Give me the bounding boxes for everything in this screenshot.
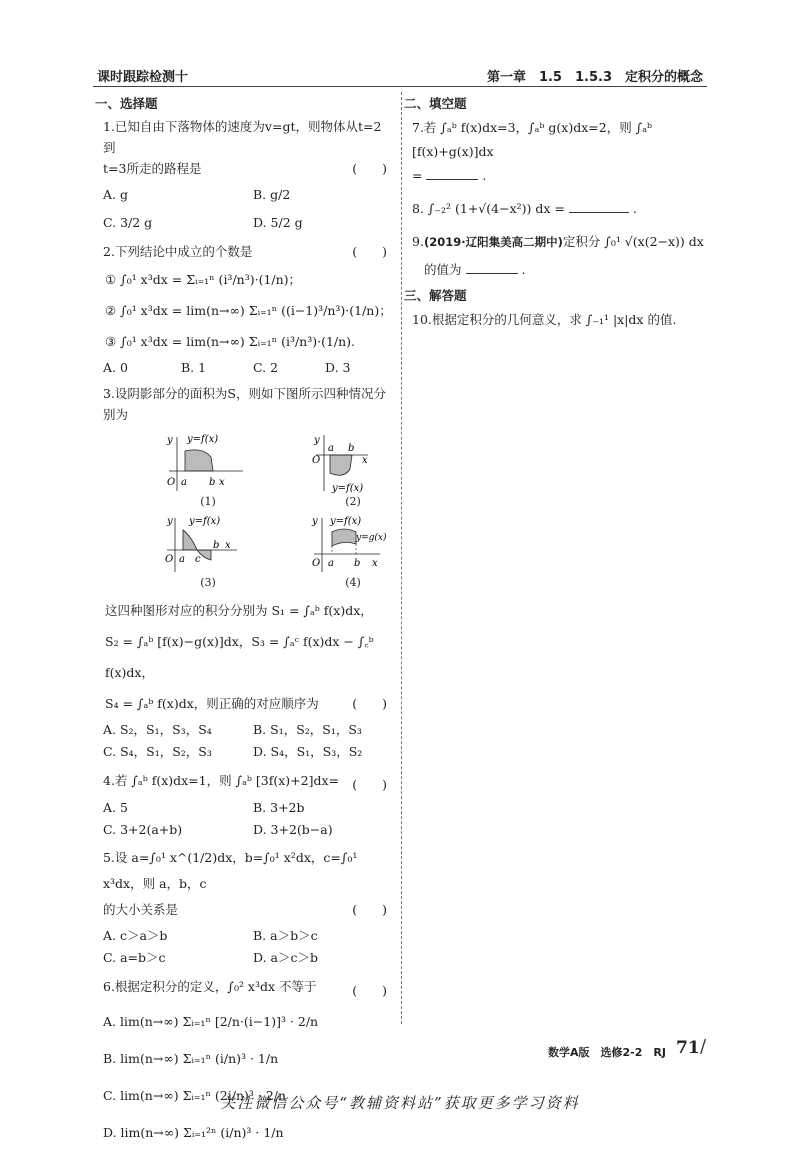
question-5-line1: 5.设 a=∫₀¹ x^(1/2)dx，b=∫₀¹ x²dx，c=∫₀¹ x³dx，则 a，b，c [103, 850, 358, 891]
option-a: A. lim(n→∞) Σᵢ₌₁ⁿ [2/n·(i−1)]³ · 2/n [103, 1014, 319, 1029]
option-c: C. S₄，S₁，S₂，S₃ [103, 744, 212, 759]
figure-caption: (4) [345, 576, 361, 589]
page-title: 课时跟踪检测十 [97, 70, 189, 85]
section-fill-title: 二、填空题 [404, 96, 467, 111]
question-3-text3: S₄ = ∫ₐᵇ f(x)dx，则正确的对应顺序为 [105, 696, 319, 711]
left-column [95, 94, 393, 1153]
option-d: D. a＞c＞b [253, 950, 318, 965]
option-d: D. 3 [325, 360, 351, 375]
question-3-text1: 这四种图形对应的积分分别为 S₁ = ∫ₐᵇ f(x)dx， [105, 603, 373, 618]
question-9-source: (2019·辽阳集美高二期中) [423, 235, 563, 249]
figure-caption: (3) [200, 576, 216, 589]
figure-1 [143, 433, 273, 508]
page-number: 71 [676, 1038, 700, 1058]
answer-blank[interactable] [569, 200, 629, 213]
c-label: c [195, 554, 201, 565]
question-3-options [103, 719, 393, 763]
answer-paren: ( ) [352, 983, 387, 998]
a-label: a [181, 477, 187, 488]
right-column [404, 94, 712, 332]
a-label: a [328, 443, 334, 454]
curve-g-label: y=g(x) [356, 533, 387, 543]
question-2 [103, 241, 393, 262]
figure-1-graph [163, 433, 253, 495]
figure-2 [293, 433, 413, 508]
figure-grid [143, 433, 393, 589]
origin-label: O [312, 455, 321, 466]
question-1-line2-row [103, 158, 393, 179]
option-a: A. 0 [103, 360, 128, 375]
question-5-line2: 的大小关系是 [103, 902, 179, 917]
option-b: B. 3+2b [253, 800, 305, 815]
option-b: B. S₁，S₂，S₁，S₃ [253, 722, 362, 737]
figure-caption: (2) [345, 495, 361, 508]
question-10: 10.根据定积分的几何意义，求 ∫₋₁¹ |x|dx 的值. [412, 312, 677, 327]
a-label: a [179, 554, 185, 565]
figure-2-graph [308, 433, 398, 495]
question-8 [412, 192, 712, 226]
statement-2: ② ∫₀¹ x³dx = lim(n→∞) Σᵢ₌₁ⁿ ((i−1)³/n³)·(1/n)； [105, 303, 392, 318]
origin-label: O [312, 558, 321, 569]
question-5-options [103, 925, 393, 969]
answer-blank[interactable] [426, 167, 478, 180]
question-6 [103, 973, 393, 1001]
option-a: A. 5 [103, 800, 128, 815]
question-3-text3-row [103, 688, 393, 719]
question-7-line2 [412, 164, 712, 188]
question-8-end: . [632, 201, 637, 216]
option-c: C. 3+2(a+b) [103, 822, 183, 837]
question-1 [103, 116, 393, 179]
answer-paren: ( ) [352, 244, 387, 259]
curve-label: y=f(x) [332, 483, 364, 494]
b-label: b [209, 477, 216, 488]
y-axis-label: y [314, 435, 320, 446]
option-b: B. 1 [181, 360, 207, 375]
answer-paren: ( ) [352, 902, 387, 917]
figure-3 [143, 514, 273, 589]
question-7 [412, 116, 712, 188]
x-axis-label: x [219, 477, 225, 488]
question-3-line2: 别为 [103, 407, 129, 422]
figure-4 [293, 514, 413, 589]
option-d: D. 3+2(b−a) [253, 822, 333, 837]
statement-3: ③ ∫₀¹ x³dx = lim(n→∞) Σᵢ₌₁ⁿ (i³/n³)·(1/n). [105, 334, 356, 349]
question-3 [103, 383, 393, 425]
option-b: B. lim(n→∞) Σᵢ₌₁ⁿ (i/n)³ · 1/n [103, 1051, 279, 1066]
option-d: D. S₄，S₁，S₃，S₂ [253, 744, 363, 759]
question-9-line1 [412, 228, 712, 256]
y-axis-label: y [167, 435, 173, 446]
chapter-heading: 第一章 1.5 1.5.3 定积分的概念 [486, 70, 703, 85]
question-1-line1: 1.已知自由下落物体的速度为v=gt，则物体从t=2到 [103, 119, 382, 155]
question-9-value-label: 的值为 [424, 262, 462, 277]
question-4 [103, 767, 393, 795]
figure-3-graph [163, 514, 253, 576]
option-c: C. a=b＞c [103, 950, 166, 965]
question-7-line1: 7.若 ∫ₐᵇ f(x)dx=3，∫ₐᵇ g(x)dx=2，则 ∫ₐᵇ [f(x)+g(x)]dx [412, 120, 653, 159]
question-1-line2: t=3所走的路程是 [103, 161, 202, 176]
option-a: A. S₂，S₁，S₃，S₄ [103, 722, 212, 737]
x-axis-label: x [225, 540, 231, 551]
y-axis-label: y [312, 516, 318, 527]
answer-paren: ( ) [352, 161, 387, 176]
answer-paren: ( ) [352, 777, 387, 792]
answer-paren: ( ) [352, 696, 387, 711]
x-axis-label: x [372, 558, 378, 569]
header-rule [93, 86, 707, 87]
question-5 [103, 845, 393, 923]
curve-label: y=f(x) [189, 516, 221, 527]
b-label: b [348, 443, 355, 454]
option-b: B. g/2 [253, 187, 291, 202]
question-4-stem: 4.若 ∫ₐᵇ f(x)dx=1，则 ∫ₐᵇ [3f(x)+2]dx= [103, 773, 339, 788]
page-slash: / [700, 1036, 707, 1057]
promo-banner: 关注微信公众号“教辅资料站”获取更多学习资料 [220, 1094, 580, 1112]
option-b: B. a＞b＞c [253, 928, 318, 943]
option-c: C. lim(n→∞) Σᵢ₌₁ⁿ (2i/n)³ · 2/n [103, 1088, 287, 1103]
question-9 [412, 228, 712, 284]
answer-blank[interactable] [466, 261, 518, 274]
origin-label: O [167, 477, 176, 488]
option-d: D. 5/2 g [253, 215, 303, 230]
question-6-stem: 6.根据定积分的定义，∫₀² x³dx 不等于 [103, 979, 317, 994]
origin-label: O [165, 554, 174, 565]
figure-4-graph [308, 514, 398, 576]
x-axis-label: x [362, 455, 368, 466]
question-2-stem: 2.下列结论中成立的个数是 [103, 244, 253, 259]
statement-1: ① ∫₀¹ x³dx = Σᵢ₌₁ⁿ (i³/n³)·(1/n)； [105, 272, 302, 287]
section-answer-title: 三、解答题 [404, 288, 467, 303]
question-4-options [103, 797, 393, 841]
question-9-end: . [521, 262, 526, 277]
option-a: A. c＞a＞b [103, 928, 168, 943]
option-d: D. lim(n→∞) Σᵢ₌₁²ⁿ (i/n)³ · 1/n [103, 1125, 284, 1140]
question-9-number: 9. [412, 234, 424, 249]
question-3-line1: 3.设阴影部分的面积为S，则如下图所示四种情况分 [103, 386, 386, 401]
option-a: A. g [103, 187, 128, 202]
b-label: b [213, 540, 220, 551]
option-c: C. 3/2 g [103, 215, 153, 230]
question-3-text2: S₂ = ∫ₐᵇ [f(x)−g(x)]dx，S₃ = ∫ₐᶜ f(x)dx − ∫꜀ᵇ f(x)dx， [105, 634, 374, 680]
question-1-options [103, 181, 393, 237]
section-choice-title: 一、选择题 [95, 96, 158, 111]
question-9-line2 [412, 256, 712, 284]
question-5-line2-row [103, 897, 393, 923]
b-label: b [354, 558, 361, 569]
curve-f-label: y=f(x) [330, 516, 362, 527]
a-label: a [328, 558, 334, 569]
option-c: C. 2 [253, 360, 279, 375]
y-axis-label: y [167, 516, 173, 527]
question-9-text: 定积分 ∫₀¹ √(x(2−x)) dx [562, 234, 704, 249]
question-8-text: 8. ∫₋₂² (1+√(4−x²)) dx = [412, 201, 565, 216]
figure-caption: (1) [200, 495, 216, 508]
book-label: 数学A版 选修2-2 RJ [548, 1046, 666, 1059]
question-7-end: . [482, 168, 487, 183]
curve-label: y=f(x) [187, 434, 219, 445]
question-7-equals: = [412, 168, 423, 183]
question-2-options [103, 357, 393, 379]
question-6-options [103, 1003, 393, 1151]
